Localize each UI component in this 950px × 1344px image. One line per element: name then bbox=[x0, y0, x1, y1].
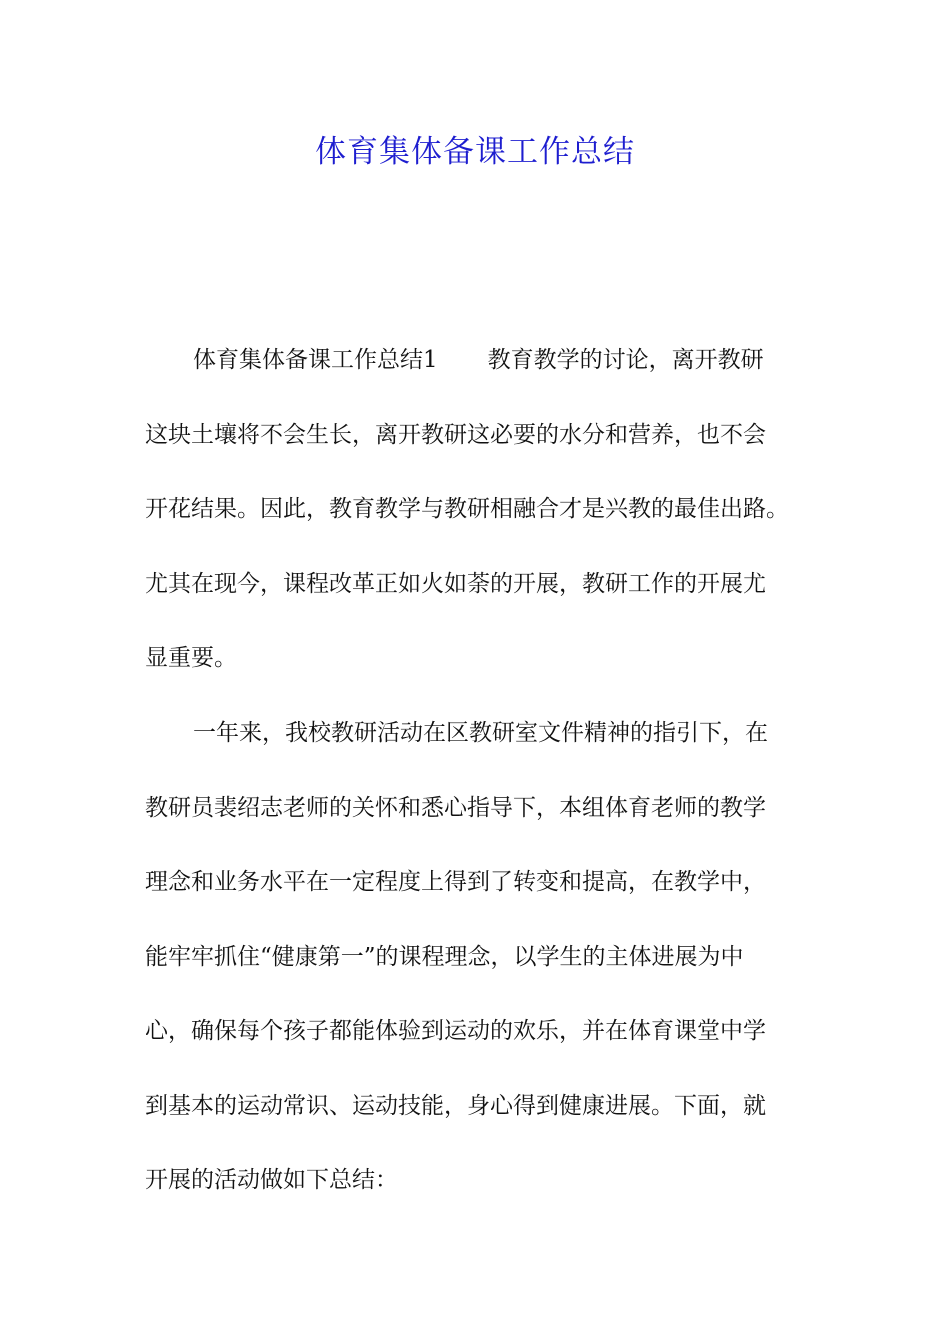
paragraph-text: 教育教学的讨论，离开教研 bbox=[487, 347, 764, 373]
paragraph-line: 心，确保每个孩子都能体验到运动的欢乐，并在体育课堂中学 bbox=[145, 1018, 766, 1044]
paragraph-line: 尤其在现今，课程改革正如火如荼的开展，教研工作的开展尤 bbox=[145, 570, 766, 597]
paragraph-1 bbox=[145, 323, 813, 696]
paragraph-2 bbox=[145, 696, 813, 1218]
paragraph-line: 能牢牢抓住“健康第一”的课程理念，以学生的主体进展为中 bbox=[145, 943, 744, 970]
paragraph-line: 开展的活动做如下总结： bbox=[145, 1167, 398, 1193]
paragraph-line: 理念和业务水平在一定程度上得到了转变和提高，在教学中， bbox=[145, 869, 766, 895]
paragraph-line: 显重要。 bbox=[145, 645, 237, 671]
document-title: 体育集体备课工作总结 bbox=[315, 134, 635, 170]
paragraph-line: 开花结果。因此，教育教学与教研相融合才是兴教的最佳出路。 bbox=[145, 496, 789, 522]
section-heading: 体育集体备课工作总结1 bbox=[193, 347, 438, 373]
paragraph-line: 教研员裴绍志老师的关怀和悉心指导下，本组体育老师的教学 bbox=[145, 794, 766, 821]
paragraph-line: 一年来，我校教研活动在区教研室文件精神的指引下，在 bbox=[193, 720, 768, 746]
paragraph-line bbox=[145, 323, 813, 398]
paragraph-line: 到基本的运动常识、运动技能，身心得到健康进展。下面，就 bbox=[145, 1092, 766, 1119]
paragraph-line: 这块土壤将不会生长，离开教研这必要的水分和营养，也不会 bbox=[145, 421, 766, 448]
